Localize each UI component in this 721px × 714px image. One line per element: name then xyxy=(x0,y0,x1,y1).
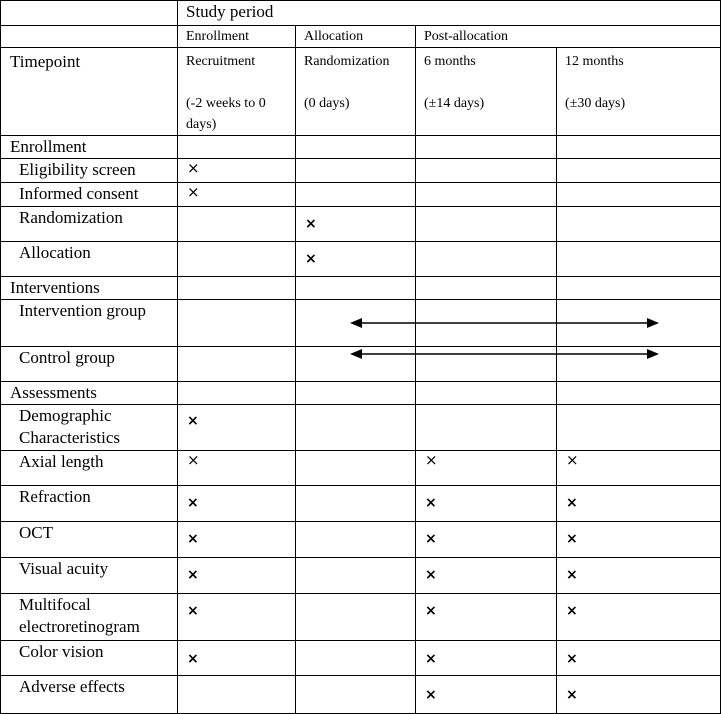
check-mark: × xyxy=(187,451,200,469)
phase-corner-cell xyxy=(1,26,178,48)
section-assessments: Assessments xyxy=(1,382,178,405)
table-row xyxy=(1,676,721,714)
table-row xyxy=(1,594,721,641)
row-label: Intervention group xyxy=(1,300,178,347)
check-mark: × xyxy=(305,216,317,232)
row-label: Control group xyxy=(1,347,178,382)
row-label: Axial length xyxy=(1,451,178,486)
timepoint-name: 12 months xyxy=(565,54,624,69)
timepoint-label: Timepoint xyxy=(1,48,178,136)
row-label: Informed consent xyxy=(1,183,178,207)
table-row xyxy=(1,300,721,347)
timepoint-6-months xyxy=(416,48,557,136)
check-mark: × xyxy=(425,651,437,667)
table-row xyxy=(1,451,721,486)
row-label: Refraction xyxy=(1,486,178,522)
row-label: Eligibility screen xyxy=(1,159,178,183)
check-mark: × xyxy=(187,413,199,429)
timepoint-recruitment xyxy=(178,48,296,136)
check-mark: × xyxy=(187,567,199,583)
table-row xyxy=(1,641,721,676)
table-row xyxy=(1,159,721,183)
table-row xyxy=(1,405,721,451)
section-interventions: Interventions xyxy=(1,277,178,300)
check-mark: × xyxy=(566,531,578,547)
table-row xyxy=(1,242,721,277)
section-enrollment: Enrollment xyxy=(1,136,178,159)
check-mark: × xyxy=(425,687,437,703)
study-period-header: Study period xyxy=(178,1,721,26)
check-mark: × xyxy=(566,687,578,703)
check-mark: × xyxy=(566,451,579,469)
row-label: Adverse effects xyxy=(1,676,178,714)
timepoint-12-months xyxy=(557,48,721,136)
timepoint-name: 6 months xyxy=(424,54,476,69)
table-row xyxy=(1,522,721,558)
check-mark: × xyxy=(566,495,578,511)
row-label: OCT xyxy=(1,522,178,558)
check-mark: × xyxy=(425,451,438,469)
row-label: Allocation xyxy=(1,242,178,277)
table-row xyxy=(1,486,721,522)
row-label: Visual acuity xyxy=(1,558,178,594)
check-mark: × xyxy=(187,495,199,511)
check-mark: × xyxy=(425,495,437,511)
timepoint-randomization xyxy=(296,48,416,136)
check-mark: × xyxy=(566,567,578,583)
timepoint-name: Randomization xyxy=(304,54,390,69)
row-label: Color vision xyxy=(1,641,178,676)
check-mark: × xyxy=(566,603,578,619)
table-row xyxy=(1,347,721,382)
table-row xyxy=(1,207,721,242)
table-row xyxy=(1,558,721,594)
check-mark: × xyxy=(566,651,578,667)
check-mark: × xyxy=(425,567,437,583)
check-mark: × xyxy=(305,251,317,267)
check-mark: × xyxy=(187,183,200,201)
timepoint-window: (0 days) xyxy=(304,96,350,111)
row-label: Demographic Characteristics xyxy=(1,405,178,451)
corner-cell xyxy=(1,1,178,26)
check-mark: × xyxy=(425,531,437,547)
timepoint-window: (±14 days) xyxy=(424,96,485,111)
timepoint-name: Recruitment xyxy=(186,54,256,69)
phase-post-allocation: Post-allocation xyxy=(416,26,721,48)
check-mark: × xyxy=(187,531,199,547)
check-mark: × xyxy=(187,603,199,619)
timepoint-window: (±30 days) xyxy=(565,96,626,111)
check-mark: × xyxy=(187,651,199,667)
table-row xyxy=(1,183,721,207)
phase-enrollment: Enrollment xyxy=(178,26,296,48)
check-mark: × xyxy=(187,159,200,177)
row-label: Multifocal electroretinogram xyxy=(1,594,178,641)
timepoint-window: (-2 weeks to 0 days) xyxy=(186,96,266,132)
check-mark: × xyxy=(425,603,437,619)
row-label: Randomization xyxy=(1,207,178,242)
phase-allocation: Allocation xyxy=(296,26,416,48)
